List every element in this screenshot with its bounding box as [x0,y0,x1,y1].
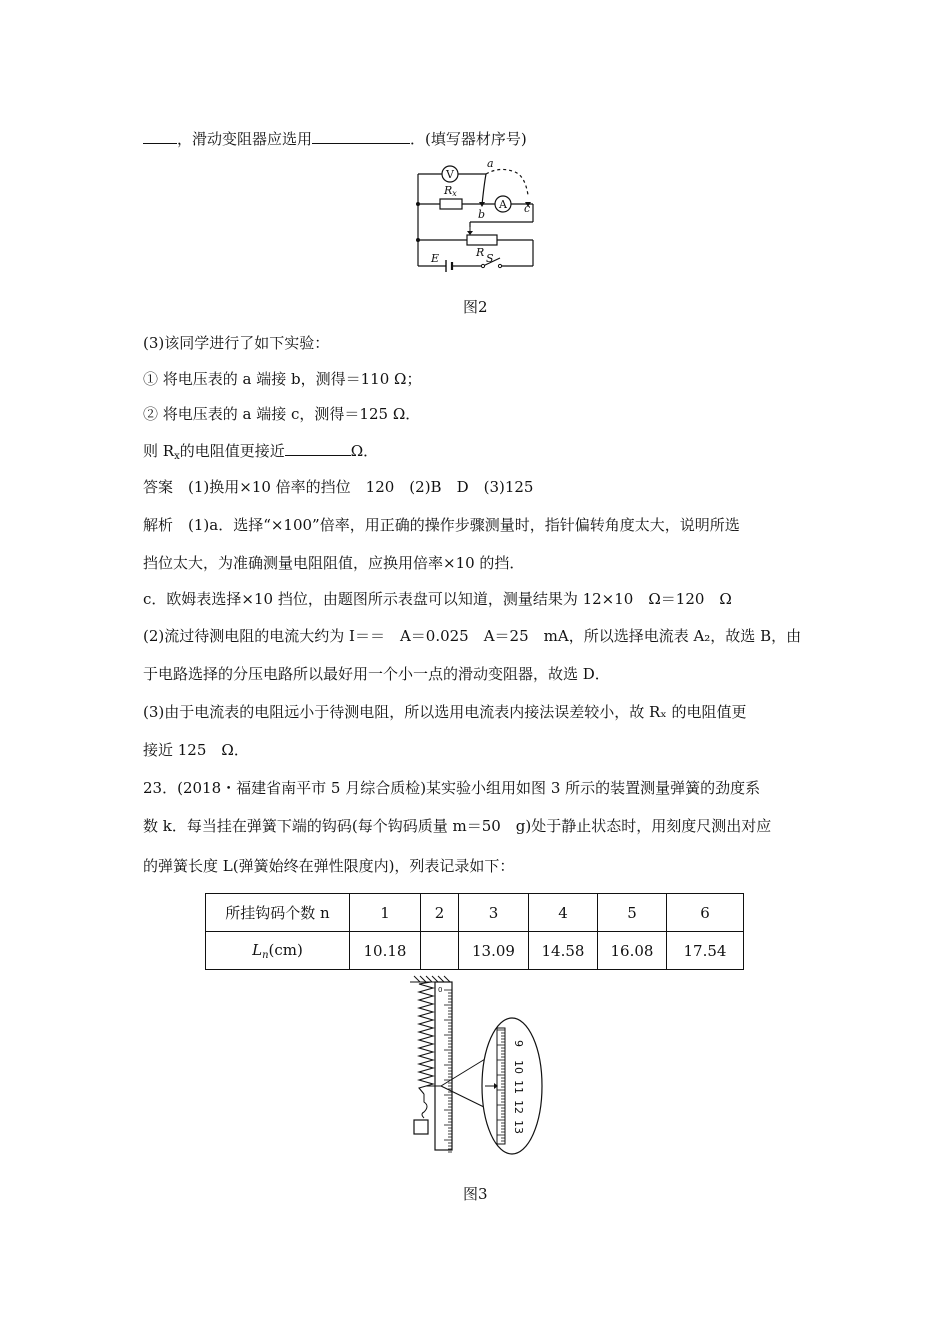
figure-2-caption: 图2 [463,298,488,316]
table-cell: 3 [459,894,529,932]
q23-line-1: 23．(2018・福建省南平市 5 月综合质检)某实验小组用如图 3 所示的装置测量弹簧的劲度系 [143,779,761,797]
table-cell: 13.09 [459,932,529,970]
q23-line-3: 的弹簧长度 L(弹簧始终在弹性限度内)，列表记录如下： [143,857,515,875]
q3-step2: ② 将电压表的 a 端接 c，测得＝125 Ω． [143,405,421,423]
ammeter-label: A [499,198,507,211]
q3-step1: ① 将电压表的 a 端接 b，测得＝110 Ω； [143,370,422,388]
analysis-line-4: (2)流过待测电阻的电流大约为 I＝＝ A＝0.025 A＝25 mA，所以选择电流表 A₂，故选 B，由 [143,627,802,645]
top-line-suffix: ．(填写器材序号) [410,130,527,148]
table-cell: 6 [667,894,744,932]
ruler-zero-label: 0 [438,986,443,994]
table-cell: 14.58 [529,932,598,970]
table-cell: 1 [350,894,421,932]
answer-line: 答案 (1)换用×10 倍率的挡位 120 (2)B D (3)125 [143,478,534,496]
analysis-line-2: 挡位太大，为准确测量电阻阻值，应换用倍率×10 的挡． [143,554,525,572]
rheostat-label: R [476,246,485,259]
scale-label: 12 [512,1100,525,1114]
figure-3-caption: 图3 [463,1185,488,1203]
table-cell: 16.08 [598,932,667,970]
analysis-line-7: 接近 125 Ω． [143,741,249,759]
table-header-n: 所挂钩码个数 n [206,894,350,932]
node-a-label: a [487,157,494,170]
table-cell: 2 [421,894,459,932]
rx-label: Rx [444,184,457,198]
scale-label: 13 [512,1120,525,1134]
top-line-text: ，滑动变阻器应选用 [177,130,313,148]
analysis-line-1: 解析 (1)a．选择“×100”倍率，用正确的操作步骤测量时，指针偏转角度太大，说明所选 [143,516,740,534]
voltmeter-label: V [446,168,454,181]
node-c-label: c [524,202,531,215]
table-cell: 4 [529,894,598,932]
analysis-line-3: c．欧姆表选择×10 挡位，由题图所示表盘可以知道，测量结果为 12×10 Ω＝120 Ω [143,590,732,608]
analysis-line-6: (3)由于电流表的电阻远小于待测电阻，所以选用电流表内接法误差较小，故 Rₓ 的电阻值更 [143,703,747,721]
q23-line-2: 数 k．每当挂在弹簧下端的钩码(每个钩码质量 m＝50 g)处于静止状态时，用刻度尺测出对应 [143,817,772,835]
q3-ask: 则 $R_x$的电阻值更接近 Ω． [143,442,379,462]
table-cell: 5 [598,894,667,932]
table-cell: 17.54 [667,932,744,970]
table-cell: 10.18 [350,932,421,970]
analysis-line-5: 于电路选择的分压电路所以最好用一个小一点的滑动变阻器，故选 D． [143,665,610,683]
q3-intro: (3)该同学进行了如下实验： [143,334,330,352]
battery-label: E [431,252,440,265]
scale-label: 10 [512,1060,525,1074]
node-b-label: b [478,208,486,221]
scale-label: 11 [512,1080,525,1094]
switch-label: S [486,252,494,265]
scale-label: 9 [512,1040,525,1047]
table-header-L: $L_n(cm)$ [206,932,350,970]
